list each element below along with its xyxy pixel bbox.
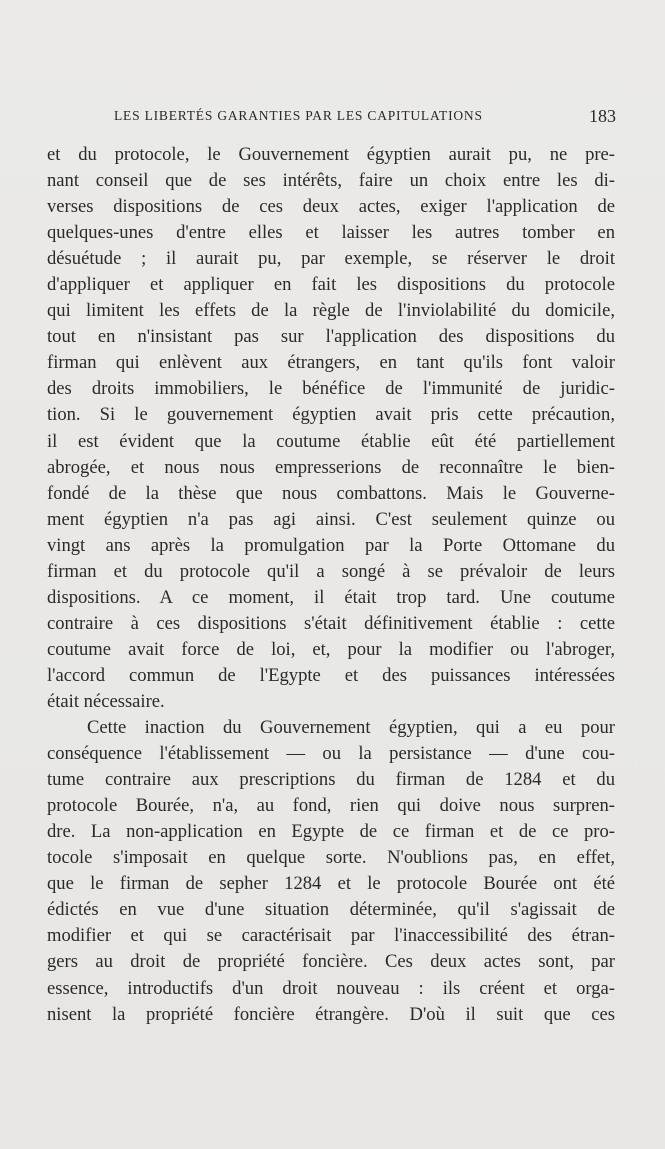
text-line: qui limitent les effets de la règle de l'inviolabilité du domicile, bbox=[47, 300, 615, 322]
text-line: abrogée, et nous nous empresserions de reconnaître le bien- bbox=[47, 456, 615, 478]
text-line: et du protocole, le Gouvernement égyptien aurait pu, ne pre- bbox=[47, 144, 615, 165]
text-line: dispositions. A ce moment, il était trop tard. Une coutume bbox=[47, 586, 615, 608]
text-line: verses dispositions de ces deux actes, exiger l'application de bbox=[47, 196, 615, 218]
text-line: tion. Si le gouvernement égyptien avait pris cette précaution, bbox=[47, 404, 615, 426]
text-line: modifier et qui se caractérisait par l'inaccessibilité des étran- bbox=[47, 925, 615, 947]
running-title: LES LIBERTÉS GARANTIES PAR LES CAPITULATIONS bbox=[114, 108, 483, 123]
text-line: tocole s'imposait en quelque sorte. N'oublions pas, en effet, bbox=[47, 847, 615, 869]
text-line: dre. La non-application en Egypte de ce firman et de ce pro- bbox=[47, 821, 615, 843]
text-line: gers au droit de propriété foncière. Ces deux actes sont, par bbox=[47, 951, 615, 973]
text-line: fondé de la thèse que nous combattons. Mais le Gouverne- bbox=[47, 482, 615, 504]
body-text bbox=[47, 142, 615, 1028]
paragraph-end-line: était nécessaire. bbox=[47, 690, 165, 712]
text-line: essence, introductifs d'un droit nouveau : ils créent et orga- bbox=[47, 977, 615, 999]
text-line: il est évident que la coutume établie eût été partiellement bbox=[47, 430, 615, 452]
text-line: vingt ans après la promulgation par la Porte Ottomane du bbox=[47, 534, 615, 556]
text-line: protocole Bourée, n'a, au fond, rien qui doive nous surpren- bbox=[47, 795, 615, 817]
text-line: tout en n'insistant pas sur l'application des dispositions du bbox=[47, 326, 615, 348]
text-line: édictés en vue d'une situation déterminée, qu'il s'agissait de bbox=[47, 899, 615, 921]
paragraph-start-line: Cette inaction du Gouvernement égyptien, qui a eu pour bbox=[87, 717, 615, 739]
running-header bbox=[114, 104, 616, 128]
text-line: tume contraire aux prescriptions du firman de 1284 et du bbox=[47, 769, 615, 791]
text-line: nisent la propriété foncière étrangère. D'où il suit que ces bbox=[47, 1003, 615, 1025]
text-line: d'appliquer et appliquer en fait les dispositions du protocole bbox=[47, 274, 615, 296]
text-line: ment égyptien n'a pas agi ainsi. C'est seulement quinze ou bbox=[47, 508, 615, 530]
text-line: firman et du protocole qu'il a songé à se prévaloir de leurs bbox=[47, 560, 615, 582]
text-line: coutume avait force de loi, et, pour la modifier ou l'abroger, bbox=[47, 638, 615, 660]
text-line: contraire à ces dispositions s'était définitivement établie : cette bbox=[47, 612, 615, 634]
text-line: nant conseil que de ses intérêts, faire un choix entre les di- bbox=[47, 170, 615, 192]
text-line: firman qui enlèvent aux étrangers, en tant qu'ils font valoir bbox=[47, 352, 615, 374]
text-line: l'accord commun de l'Egypte et des puissances intéressées bbox=[47, 664, 615, 686]
text-line: des droits immobiliers, le bénéfice de l'immunité de juridic- bbox=[47, 378, 615, 400]
text-line: conséquence l'établissement — ou la persistance — d'une cou- bbox=[47, 743, 615, 765]
text-line: quelques-unes d'entre elles et laisser les autres tomber en bbox=[47, 222, 615, 244]
text-line: que le firman de sepher 1284 et le protocole Bourée ont été bbox=[47, 873, 615, 895]
text-line: désuétude ; il aurait pu, par exemple, se réserver le droit bbox=[47, 248, 615, 270]
page-number: 183 bbox=[589, 106, 616, 126]
